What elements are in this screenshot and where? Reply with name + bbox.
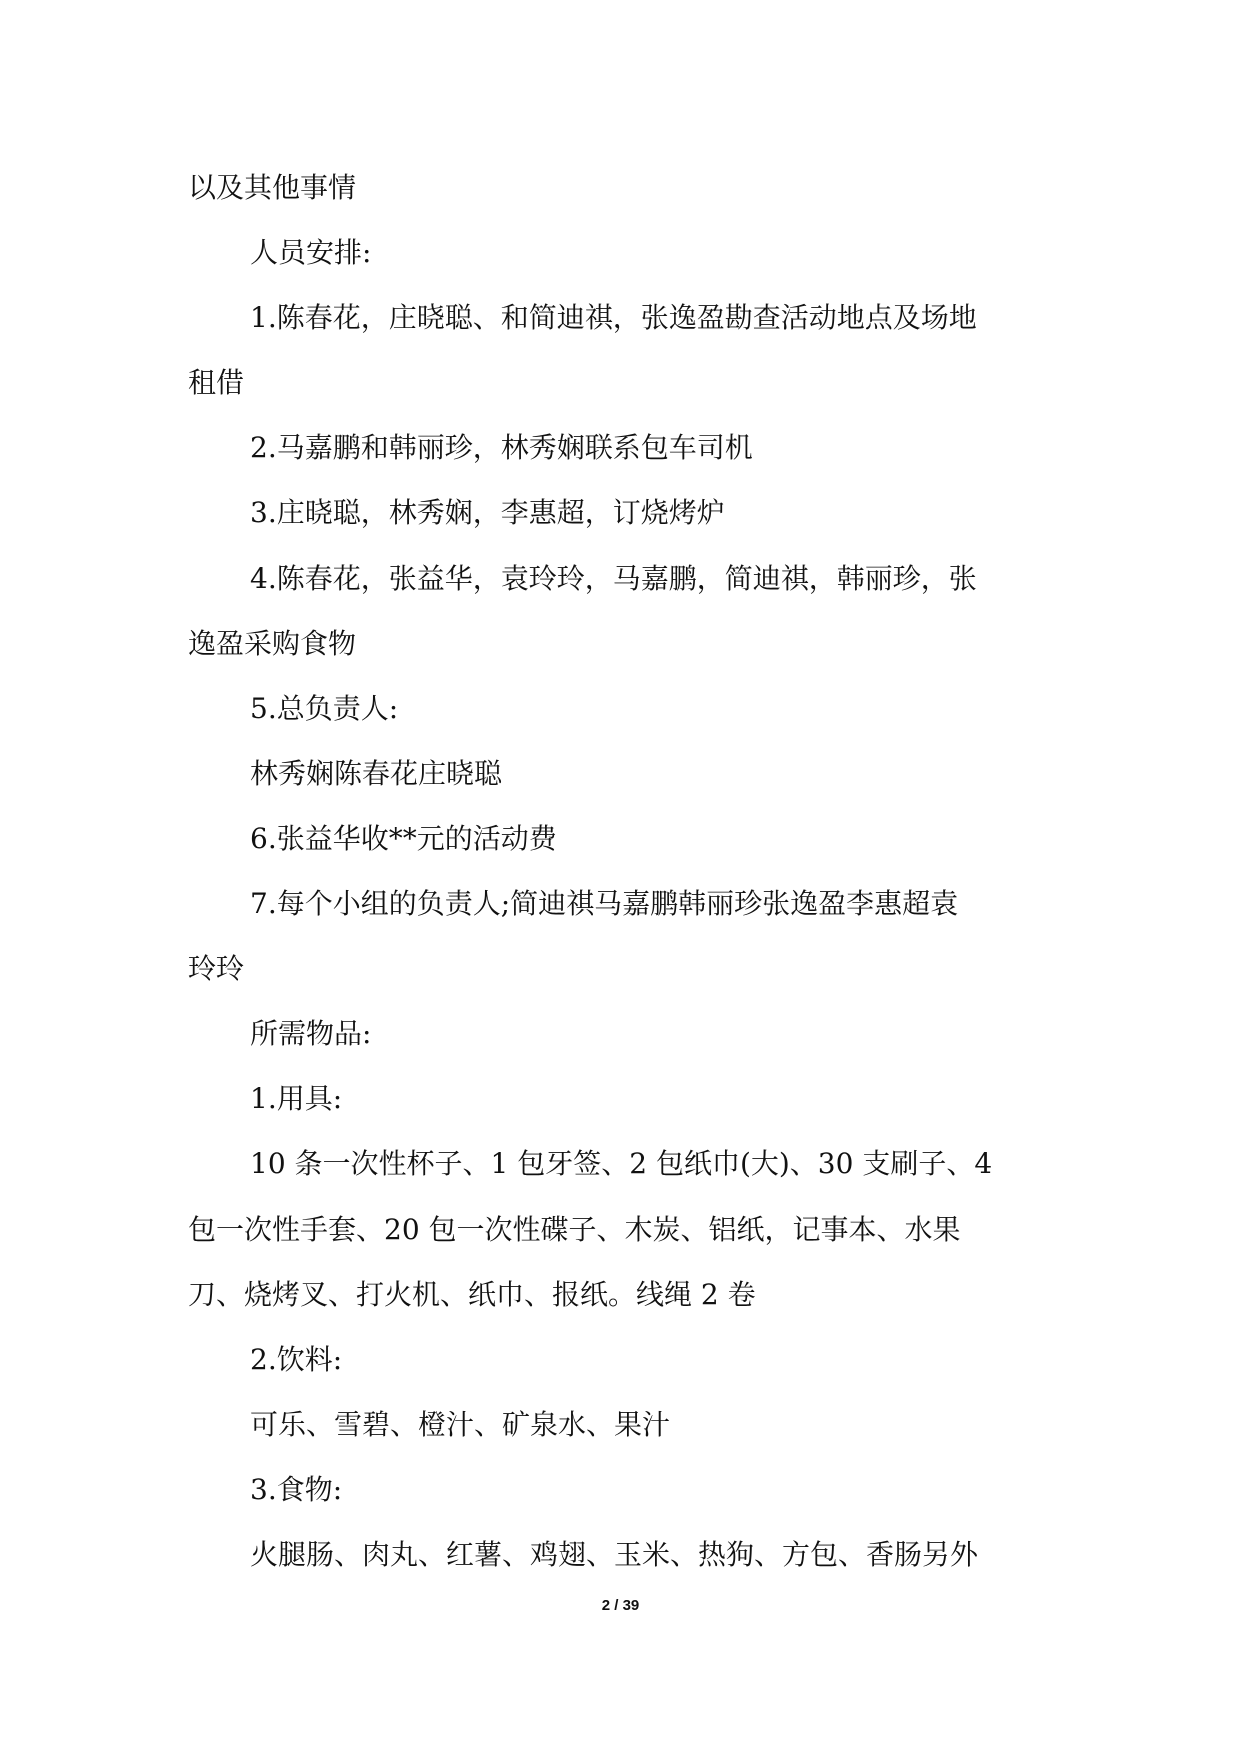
text-line: 2.饮料: xyxy=(250,1342,343,1376)
document-body xyxy=(188,155,1060,1587)
page-number: 2 / 39 xyxy=(601,1597,640,1614)
text-line: 5.总负责人: xyxy=(250,691,399,725)
text-line: 2.马嘉鹏和韩丽珍，林秀娴联系包车司机 xyxy=(250,431,753,465)
text-line: 逸盈采购食物 xyxy=(188,626,357,660)
text-line: 以及其他事情 xyxy=(188,171,357,204)
text-line: 包一次性手套、20 包一次性碟子、木炭、铝纸，记事本、水果 xyxy=(188,1212,961,1246)
text-line: 6.张益华收**元的活动费 xyxy=(250,821,557,855)
text-line: 4.陈春花，张益华，袁玲玲，马嘉鹏，简迪祺，韩丽珍，张 xyxy=(250,561,977,595)
text-line: 租借 xyxy=(188,366,245,400)
text-line: 林秀娴陈春花庄晓聪 xyxy=(250,756,503,790)
text-line: 1.用具: xyxy=(250,1082,343,1116)
text-line: 3.庄晓聪，林秀娴，李惠超，订烧烤炉 xyxy=(250,496,725,530)
section-heading-staff: 人员安排: xyxy=(250,236,372,270)
text-line: 3.食物: xyxy=(250,1472,343,1506)
text-line: 1.陈春花，庄晓聪、和简迪祺，张逸盈勘查活动地点及场地 xyxy=(250,301,977,335)
text-line: 火腿肠、肉丸、红薯、鸡翅、玉米、热狗、方包、香肠另外 xyxy=(250,1537,979,1571)
text-line: 刀、烧烤叉、打火机、纸巾、报纸。线绳 2 卷 xyxy=(188,1277,756,1311)
text-line: 可乐、雪碧、橙汁、矿泉水、果汁 xyxy=(250,1407,671,1441)
text-line: 7.每个小组的负责人;简迪祺马嘉鹏韩丽珍张逸盈李惠超袁 xyxy=(250,887,959,921)
section-heading-items: 所需物品: xyxy=(250,1017,372,1051)
text-line: 10 条一次性杯子、1 包牙签、2 包纸巾(大)、30 支刷子、4 xyxy=(250,1147,993,1181)
text-line: 玲玲 xyxy=(188,952,245,986)
